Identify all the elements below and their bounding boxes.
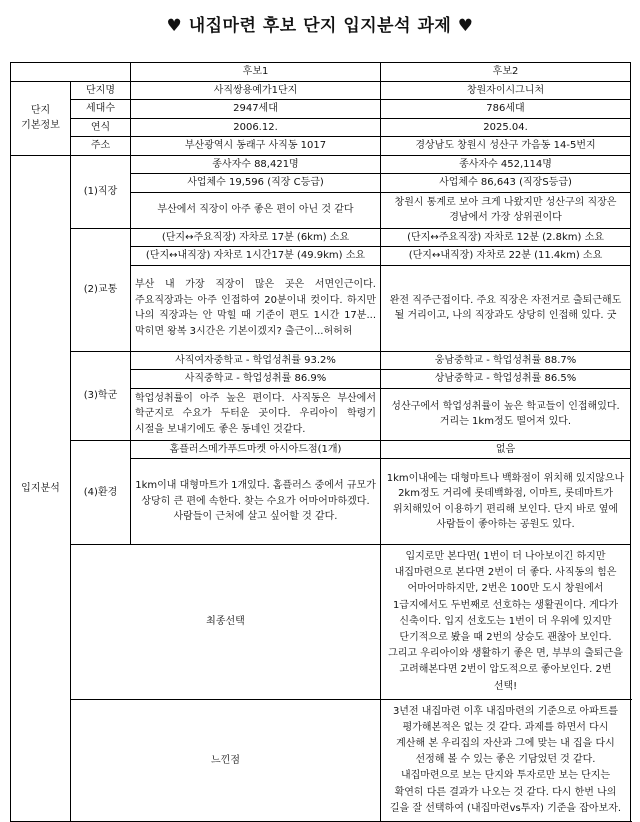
analysis-label: 입지분석	[11, 155, 71, 822]
traffic-comment-cand2: 완전 직주근접이다. 주요 직장은 자전거로 출퇴근해도 될 거리이고, 나의 직장과도 상당히 인접해 있다. 굿	[381, 265, 631, 351]
env-mart-cand1: 홈플러스메가푸드마켓 아시아드점(1개)	[131, 440, 381, 459]
traffic-comment-cand1: 부산 내 가장 직장이 많은 곳은 서면인근이다. 주요직장과는 아주 인접하여 20분이내 컷이다. 하지만 나의 직장과는 안 막힐 때 기준이 편도 1시간 17분... 막히면 왕복 3시간은 기본이겠지? 출근이...허허허	[131, 265, 381, 351]
traffic-mine-cand1: (단지↔내직장) 자차로 1시간17분 (49.9km) 소요	[131, 247, 381, 266]
address-label: 주소	[71, 137, 131, 156]
complex-name-cand2: 창원자이시그니처	[381, 81, 631, 100]
traffic-label: (2)교통	[71, 228, 131, 351]
traffic-main-cand2: (단지↔주요직장) 자차로 12분 (2.8km) 소요	[381, 228, 631, 247]
address-cand2: 경상남도 창원시 성산구 가음동 14-5번지	[381, 137, 631, 156]
year-cand2: 2025.04.	[381, 118, 631, 137]
year-cand1: 2006.12.	[131, 118, 381, 137]
job-comment-cand2: 창원시 통계로 보아 크게 나왔지만 성산구의 직장은 경남에서 가장 상위권이다	[381, 192, 631, 228]
job-employees-cand2: 종사자수 452,114명	[381, 155, 631, 174]
school-1-cand1: 사직여자중학교 - 학업성취률 93.2%	[131, 351, 381, 370]
basic-info-label: 단지 기본정보	[11, 81, 71, 155]
env-comment-cand1: 1km이내 대형마트가 1개있다. 홈플러스 중에서 규모가 상당히 큰 편에 속한다. 찾는 수요가 어마어마하겠다. 사람들이 근처에 살고 싶어할 것 같다.	[131, 459, 381, 545]
final-choice-label: 최종선택	[71, 545, 381, 700]
page-title: ♥ 내집마련 후보 단지 입지분석 과제 ♥	[166, 15, 474, 36]
header-empty-cell	[11, 63, 131, 82]
job-companies-cand2: 사업체수 86,643 (직장S등급)	[381, 174, 631, 193]
traffic-main-cand1: (단지↔주요직장) 자차로 17분 (6km) 소요	[131, 228, 381, 247]
address-cand1: 부산광역시 동래구 사직동 1017	[131, 137, 381, 156]
school-label: (3)학군	[71, 351, 131, 440]
year-label: 연식	[71, 118, 131, 137]
complex-name-label: 단지명	[71, 81, 131, 100]
school-2-cand2: 상남중학교 - 학업성취률 86.5%	[381, 370, 631, 389]
job-employees-cand1: 종사자수 88,421명	[131, 155, 381, 174]
households-label: 세대수	[71, 100, 131, 119]
header-candidate1: 후보1	[131, 63, 381, 82]
job-companies-cand1: 사업체수 19,596 (직장 C등급)	[131, 174, 381, 193]
env-mart-cand2: 없음	[381, 440, 631, 459]
env-comment-cand2: 1km이내에는 대형마트나 백화점이 위치해 있지않으나 2km정도 거리에 롯데백화점, 이마트, 롯데마트가 위치해있어 이용하기 편리해 보인다. 단지 바로 옆에 사람들이 좋아하는 공원도 있다.	[381, 459, 631, 545]
complex-name-cand1: 사직쌍용예가1단지	[131, 81, 381, 100]
env-label: (4)환경	[71, 440, 131, 545]
households-cand2: 786세대	[381, 100, 631, 119]
final-choice-text: 입지로만 본다면( 1번이 더 나아보이긴 하지만 내집마련으로 본다면 2번이 더 좋다. 사직동의 힘은 어마어마하지만, 2번은 100만 도시 창원에서 1급지에서도 두번째로 선호하는 생활권이다. 게다가 신축이다. 입지 선호도는 1번이 더 우위에 있지만 단기적으로 봤을 때 2번의 상승도 괜찮아 보인다. 그리고 우리아이와 생활하기 좋은 면, 부부의 출퇴근을 고려해본다면 2번이 압도적으로 좋아보인다. 2번 선택!	[381, 545, 631, 700]
school-1-cand2: 웅남중학교 - 학업성취률 88.7%	[381, 351, 631, 370]
analysis-table	[10, 62, 631, 822]
households-cand1: 2947세대	[131, 100, 381, 119]
header-candidate2: 후보2	[381, 63, 631, 82]
impression-text: 3년전 내집마련 이후 내집마련의 기준으로 아파트를 평가해본적은 없는 것 같다. 과제를 하면서 다시 계산해 본 우리집의 자산과 그에 맞는 내 집을 다시 선정해 볼 수 있는 좋은 기담었던 것 같다. 내집마련으로 보는 단지와 투자로만 보는 단지는 확연히 다른 결과가 나오는 것 같다. 다시 한번 나의 길을 잘 선택하여 (내집마련vs투자) 기준을 잡아보자.	[381, 699, 631, 821]
traffic-mine-cand2: (단지↔내직장) 자차로 22분 (11.4km) 소요	[381, 247, 631, 266]
impression-label: 느낀점	[71, 699, 381, 821]
school-comment-cand1: 학업성취률이 아주 높은 편이다. 사직동은 부산에서 학군지로 수요가 두터운 곳이다. 우리아이 학령기 시절을 보내기에도 좋은 동네인 것같다.	[131, 388, 381, 440]
school-2-cand1: 사직중학교 - 학업성취률 86.9%	[131, 370, 381, 389]
school-comment-cand2: 성산구에서 학업성취률이 높은 학교들이 인접해있다. 거리는 1km정도 떨어져 있다.	[381, 388, 631, 440]
job-comment-cand1: 부산에서 직장이 아주 좋은 편이 아닌 것 같다	[131, 192, 381, 228]
job-label: (1)직장	[71, 155, 131, 228]
